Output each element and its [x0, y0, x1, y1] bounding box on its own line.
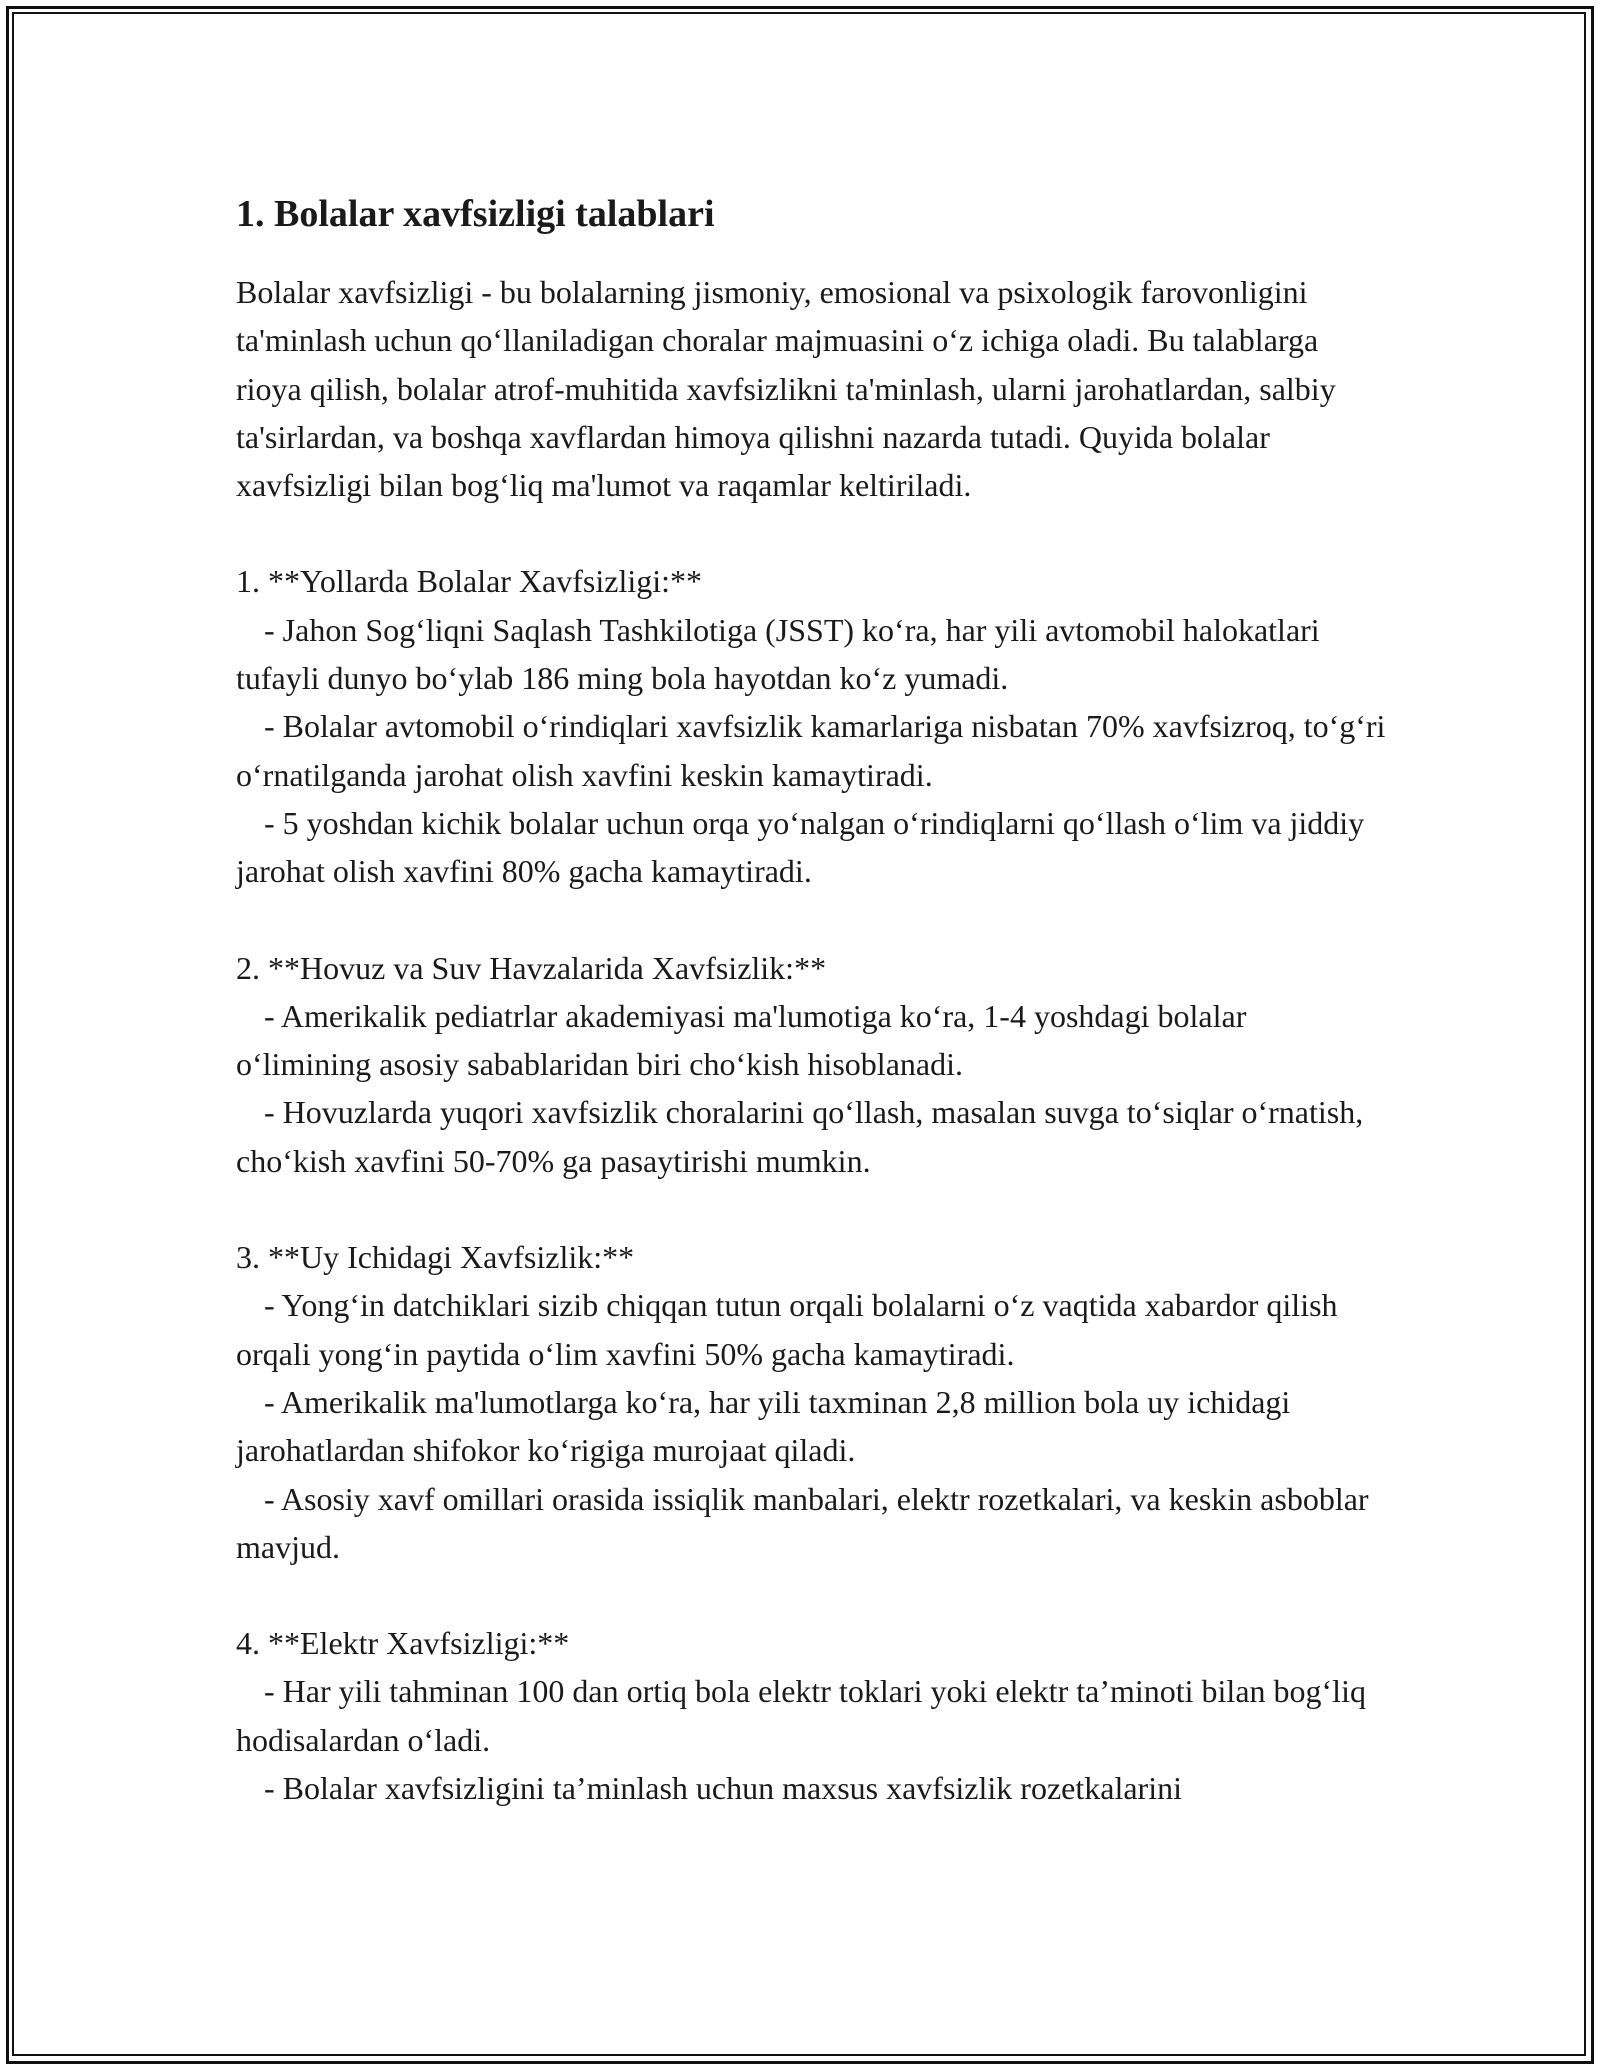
list-item: - Amerikalik ma'lumotlarga ko‘ra, har yili taxminan 2,8 million bola uy ichidagi jarohatlardan shifokor ko‘rigiga murojaat qiladi. [236, 1383, 1291, 1469]
list-section-roads [236, 557, 1386, 895]
list-item: - Yong‘in datchiklari sizib chiqqan tutun orqali bolalarni o‘z vaqtida xabardor qilish orqali yong‘in paytida o‘lim xavfini 50% gacha kamaytiradi. [236, 1287, 1338, 1372]
list-item: - Asosiy xavf omillari orasida issiqlik manbalari, elektr rozetkalari, va keskin asboblar mavjud. [236, 1480, 1369, 1565]
list-item: - Amerikalik pediatrlar akademiyasi ma'lumotiga ko‘ra, 1-4 yoshdagi bolalar o‘limining asosiy sabablaridan biri cho‘kish hisoblanadi. [236, 997, 1247, 1083]
list-item: - 5 yoshdan kichik bolalar uchun orqa yo‘nalgan o‘rindiqlarni qo‘llash o‘lim va jiddiy jarohat olish xavfini 80% gacha kamaytiradi. [236, 804, 1365, 890]
list-section-home [236, 1233, 1386, 1571]
list-section-title: 3. **Uy Ichidagi Xavfsizlik:** [236, 1239, 635, 1276]
list-section-pools [236, 944, 1386, 1185]
document-body [236, 186, 1386, 1860]
list-section-electric [236, 1619, 1386, 1812]
list-item: - Bolalar avtomobil o‘rindiqlari xavfsizlik kamarlariga nisbatan 70% xavfsizroq, to‘g‘ri o‘rnatilganda jarohat olish xavfini keskin kamaytiradi. [236, 708, 1386, 793]
list-item: - Har yili tahminan 100 dan ortiq bola elektr toklari yoki elektr ta’minoti bilan bog‘liq hodisalardan o‘ladi. [236, 1673, 1366, 1758]
list-item: - Jahon Sog‘liqni Saqlash Tashkilotiga (JSST) ko‘ra, har yili avtomobil halokatlari tufayli dunyo bo‘ylab 186 ming bola hayotdan ko‘z yumadi. [236, 611, 1320, 697]
list-section-title: 1. **Yollarda Bolalar Xavfsizligi:** [236, 563, 703, 600]
list-section-title: 2. **Hovuz va Suv Havzalarida Xavfsizlik:** [236, 949, 827, 986]
list-section-title: 4. **Elektr Xavfsizligi:** [236, 1625, 570, 1662]
list-item: - Hovuzlarda yuqori xavfsizlik choralarini qo‘llash, masalan suvga to‘siqlar o‘rnatish, cho‘kish xavfini 50-70% ga pasaytirishi mumkin. [236, 1094, 1364, 1179]
intro-paragraph: Bolalar xavfsizligi - bu bolalarning jismoniy, emosional va psixologik farovonligini ta'minlash uchun qo‘llaniladigan choralar majmuasini o‘z ichiga oladi. Bu talablarga rioya qilish, bolalar atrof-muhitida xavfsizlikni ta'minlash, ularni jarohatlardan, salbiy ta'sirlardan, va boshqa xavflardan himoya qilishni nazarda tutadi. Quyida bolalar xavfsizligi bilan bog‘liq ma'lumot va raqamlar keltiriladi. [236, 274, 1336, 504]
section-heading: 1. Bolalar xavfsizligi talablari [236, 193, 715, 235]
list-item: - Bolalar xavfsizligini ta’minlash uchun maxsus xavfsizlik rozetkalarini [264, 1770, 1182, 1807]
